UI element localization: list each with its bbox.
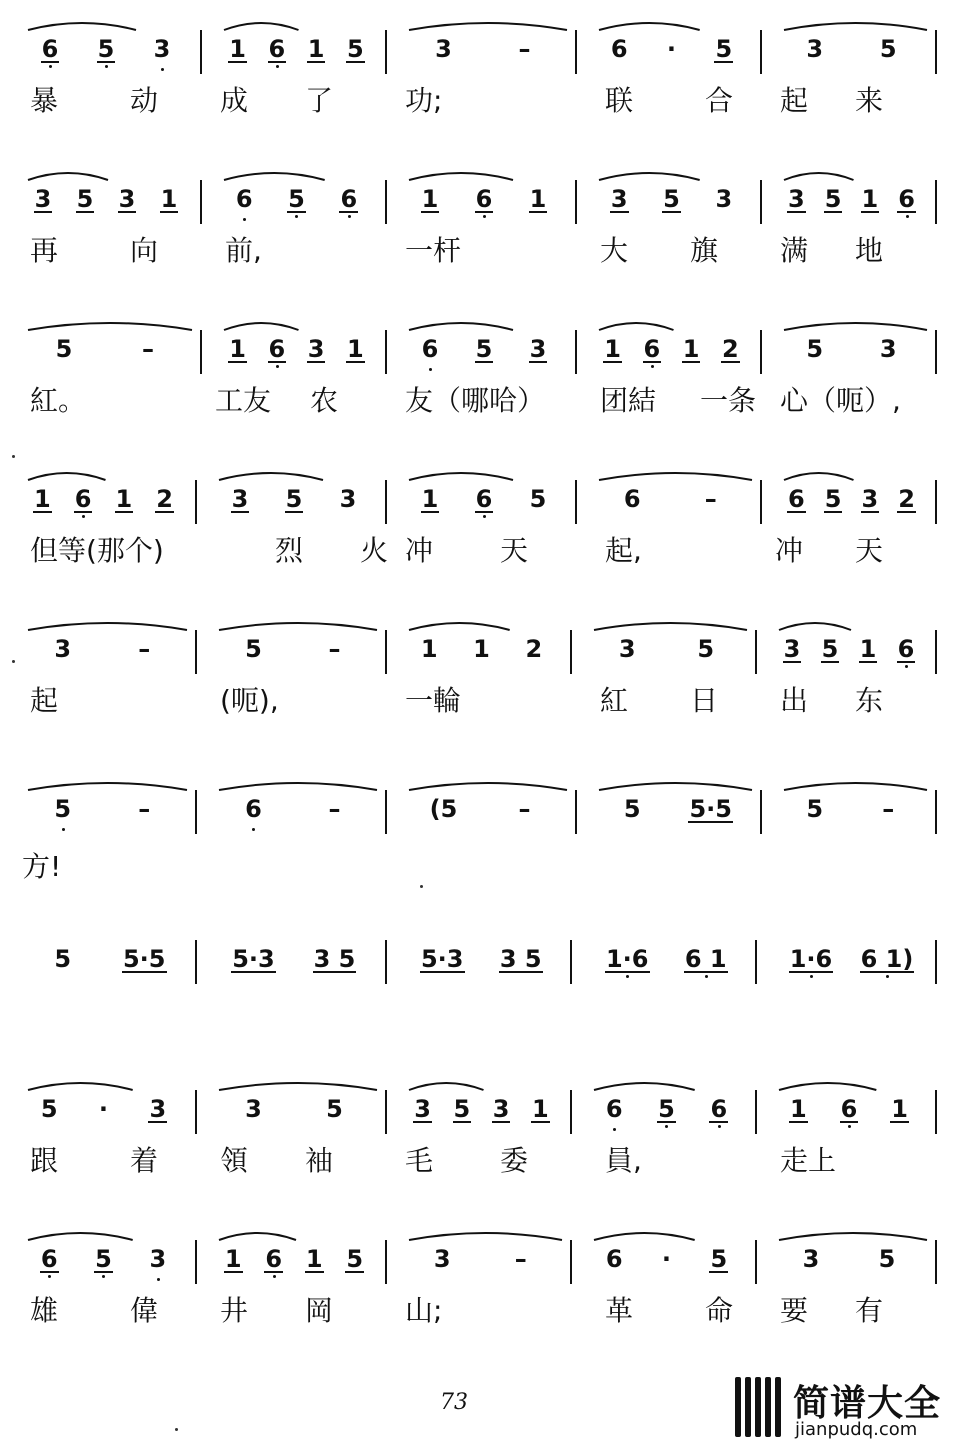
note: 2 (898, 485, 915, 513)
note: 5 (475, 335, 493, 363)
barline (760, 480, 762, 524)
note: – (138, 635, 151, 663)
lyric-syllable: 友（哪哈） (405, 384, 546, 417)
barline (935, 790, 937, 834)
barline (195, 1090, 197, 1134)
slur-arc (407, 16, 569, 32)
score-system (0, 1240, 954, 1390)
note: 5 (879, 35, 897, 63)
note: 5 (824, 185, 842, 213)
slur-arc (26, 776, 189, 792)
barline (195, 630, 197, 674)
note: 5 (806, 795, 824, 823)
slur-arc (407, 466, 515, 482)
note: 1 (789, 1095, 807, 1123)
lyric-syllable: 偉 (130, 1294, 159, 1327)
lyric-syllable: 一輪 (405, 684, 462, 717)
note: – (518, 795, 531, 823)
note: 5 (347, 35, 364, 63)
slur-arc (217, 1076, 379, 1092)
note: 6 (40, 1245, 58, 1273)
barline (200, 330, 202, 374)
note: 5 (623, 795, 641, 823)
note: – (518, 35, 531, 63)
score-system (0, 180, 954, 330)
slur-arc (407, 166, 515, 182)
barline (200, 180, 202, 224)
slur-arc (592, 616, 749, 632)
score-system (0, 630, 954, 780)
note: 3 (492, 1095, 510, 1123)
lyric-syllable: 冲 (405, 534, 434, 567)
slur-arc (407, 1076, 486, 1092)
lyric-syllable: 日 (690, 684, 719, 717)
note: 1 (115, 485, 133, 513)
barline (575, 30, 577, 74)
note: 2 (722, 335, 739, 363)
lyric-syllable: 烈 (275, 534, 304, 567)
note: 5 (878, 1245, 896, 1273)
lyric-syllable: 地 (855, 234, 884, 267)
barline (755, 1240, 757, 1284)
lyric-syllable: 火 (360, 534, 389, 567)
barline (760, 30, 762, 74)
slur-arc (782, 776, 929, 792)
slur-arc (782, 166, 856, 182)
brand-title: 简谱大全 (793, 1383, 942, 1424)
barline (755, 940, 757, 984)
lyric-syllable: 紅 (600, 684, 629, 717)
note: 5 (346, 1245, 364, 1273)
note: 5 (715, 35, 733, 63)
note: 6 (235, 185, 253, 213)
barline (575, 790, 577, 834)
lyric-syllable: 东 (855, 684, 884, 717)
note: 5 (55, 335, 73, 363)
barline (760, 330, 762, 374)
slur-arc (407, 316, 515, 332)
note: 5 (288, 185, 305, 213)
slur-arc (217, 776, 379, 792)
slur-arc (597, 466, 754, 482)
barline (575, 180, 577, 224)
lyric-syllable: 毛 (405, 1144, 434, 1177)
note: 1 (861, 185, 879, 213)
note: 5·5 (689, 795, 732, 823)
note: 6 (623, 485, 641, 513)
lyric-syllable: 动 (130, 84, 159, 117)
slur-arc (217, 466, 325, 482)
note: 3 (54, 635, 72, 663)
lyric-syllable: 山; (405, 1294, 443, 1327)
slur-arc (407, 616, 512, 632)
note: 6 (897, 635, 915, 663)
note: 1·6 (789, 945, 833, 973)
note: – (882, 795, 895, 823)
score-system (0, 790, 954, 940)
note: · (98, 1095, 109, 1123)
note: – (328, 795, 341, 823)
note: 1·6 (605, 945, 649, 973)
lyric-syllable: 但等(那个) (30, 534, 164, 567)
lyric-syllable: 雄 (30, 1294, 59, 1327)
note: 3 (861, 485, 879, 513)
note: 1 (34, 485, 51, 513)
lyric-syllable: 領 (220, 1144, 249, 1177)
barline (195, 1240, 197, 1284)
lyric-syllable: 大 (600, 234, 629, 267)
note: 3 (715, 185, 733, 213)
note: 1 (532, 1095, 549, 1123)
note: 6 (643, 335, 661, 363)
note: 5 (806, 335, 824, 363)
note: 3 (307, 335, 325, 363)
note: 6 (840, 1095, 858, 1123)
note: 1 (224, 1245, 242, 1273)
lyric-syllable: 心（呃）, (780, 384, 901, 417)
slur-arc (597, 16, 702, 32)
barline (755, 630, 757, 674)
barline (570, 1240, 572, 1284)
lyric-syllable: 合 (705, 84, 734, 117)
note: 1 (305, 1245, 323, 1273)
note: 5 (54, 795, 72, 823)
note: 1 (229, 35, 246, 63)
barline (935, 1090, 937, 1134)
slur-arc (222, 316, 301, 332)
note: 6 (41, 35, 59, 63)
note: 3 5 (313, 945, 356, 973)
lyric-syllable: 革 (605, 1294, 634, 1327)
lyric-syllable: 了 (305, 84, 334, 117)
note: 3 (149, 1245, 167, 1273)
note: – (514, 1245, 527, 1273)
lyric-syllable: 成 (220, 84, 249, 117)
note: 5 (95, 1245, 112, 1273)
slur-arc (26, 466, 108, 482)
slur-arc (217, 616, 379, 632)
note: 1 (307, 35, 325, 63)
note: 1 (421, 485, 439, 513)
note: 5·5 (122, 945, 166, 973)
page-number: 73 (440, 1390, 468, 1415)
note: 3 (153, 35, 171, 63)
barline (935, 30, 937, 74)
lyric-syllable: 来 (855, 84, 884, 117)
note: · (666, 35, 677, 63)
score-system (0, 1090, 954, 1240)
barline (570, 940, 572, 984)
barline (570, 1090, 572, 1134)
note: 3 5 (499, 945, 542, 973)
barline (935, 180, 937, 224)
slur-arc (592, 1226, 697, 1242)
note: 5 (824, 485, 842, 513)
note: 5 (663, 185, 680, 213)
note: 3 (806, 35, 824, 63)
lyric-syllable: 起 (30, 684, 59, 717)
lyric-syllable: 旗 (690, 234, 719, 267)
note: 1 (160, 185, 178, 213)
slur-arc (26, 16, 138, 32)
note: 6 (710, 1095, 728, 1123)
note: 5 (285, 485, 303, 513)
barline (385, 330, 387, 374)
note: 6 (610, 35, 628, 63)
note: 1 (229, 335, 246, 363)
lyric-syllable: 前, (225, 234, 262, 267)
note: 5 (529, 485, 547, 513)
note: 1 (682, 335, 700, 363)
lyric-syllable: 工友 (215, 384, 272, 417)
barline (200, 30, 202, 74)
lyric-syllable: 袖 (305, 1144, 334, 1177)
barline (385, 790, 387, 834)
lyric-syllable: 走上 (780, 1144, 837, 1177)
note: 5 (97, 35, 115, 63)
note: 5 (710, 1245, 728, 1273)
score-system (0, 480, 954, 630)
note: 1 (604, 335, 621, 363)
note: – (328, 635, 341, 663)
slur-arc (597, 776, 754, 792)
barline (935, 630, 937, 674)
note: – (138, 795, 151, 823)
lyric-syllable: 岡 (305, 1294, 334, 1327)
note: 5·3 (420, 945, 464, 973)
lyric-syllable: 一杆 (405, 234, 462, 267)
lyric-syllable: 一条 (700, 384, 757, 417)
note: 6 (605, 1245, 623, 1273)
note: 3 (618, 635, 636, 663)
slur-arc (407, 1226, 564, 1242)
note: 1 (529, 185, 547, 213)
note: 6 (245, 795, 262, 823)
lyric-syllable: 委 (500, 1144, 529, 1177)
note: 6 1 (684, 945, 727, 973)
lyric-syllable: (呃), (220, 684, 279, 717)
slur-arc (26, 1076, 135, 1092)
note: – (142, 335, 154, 363)
slur-arc (777, 1076, 878, 1092)
note: 6 1) (860, 945, 914, 973)
score-system (0, 940, 954, 1090)
barline (385, 30, 387, 74)
lyric-syllable: 出 (780, 684, 809, 717)
note: 5 (40, 1095, 58, 1123)
barline (935, 480, 937, 524)
note: · (661, 1245, 672, 1273)
lyric-syllable: 向 (130, 234, 159, 267)
slur-arc (597, 166, 702, 182)
slur-arc (597, 316, 676, 332)
slur-arc (782, 466, 856, 482)
note: 6 (268, 35, 286, 63)
note: 3 (435, 35, 452, 63)
score-system (0, 330, 954, 480)
note: 5 (76, 185, 94, 213)
note: 3 (788, 185, 805, 213)
barline (385, 940, 387, 984)
lyric-syllable: 团結 (600, 384, 657, 417)
barline (385, 1090, 387, 1134)
note: 6 (265, 1245, 283, 1273)
barline (760, 180, 762, 224)
barline (570, 630, 572, 674)
note: 1 (859, 635, 877, 663)
lyric-syllable: 起, (605, 534, 642, 567)
barline (385, 1240, 387, 1284)
lyric-syllable: 冲 (775, 534, 804, 567)
slur-arc (26, 166, 110, 182)
note: 5 (821, 635, 839, 663)
note: 6 (74, 485, 92, 513)
slur-arc (777, 1226, 929, 1242)
note: 6 (421, 335, 439, 363)
note: 3 (879, 335, 897, 363)
lyric-syllable: 农 (310, 384, 339, 417)
barline (195, 940, 197, 984)
note: 3 (783, 635, 801, 663)
lyric-syllable: 員, (605, 1144, 642, 1177)
lyric-syllable: 着 (130, 1144, 159, 1177)
note: – (704, 485, 717, 513)
lyric-syllable: 天 (855, 534, 884, 567)
note: 3 (802, 1245, 820, 1273)
speck (420, 885, 423, 888)
note: 6 (340, 185, 358, 213)
note: 3 (118, 185, 136, 213)
note: 3 (339, 485, 357, 513)
lyric-syllable: 天 (500, 534, 529, 567)
barline (935, 330, 937, 374)
lyric-syllable: 紅。 (30, 384, 87, 417)
piano-keys-icon (735, 1377, 789, 1437)
note: 5 (697, 635, 715, 663)
slur-arc (592, 1076, 697, 1092)
lyric-syllable: 暴 (30, 84, 59, 117)
lyric-syllable: 起 (780, 84, 809, 117)
speck (12, 455, 15, 458)
slur-arc (407, 776, 569, 792)
note: 1 (347, 335, 364, 363)
lyric-syllable: 满 (780, 234, 809, 267)
note: 3 (433, 1245, 451, 1273)
lyric-syllable: 要 (780, 1294, 809, 1327)
barline (755, 1090, 757, 1134)
barline (195, 790, 197, 834)
slur-arc (782, 316, 929, 332)
note: 1 (891, 1095, 908, 1123)
barline (935, 1240, 937, 1284)
note: 1 (421, 185, 439, 213)
note: 5 (658, 1095, 675, 1123)
note: 1 (473, 635, 490, 663)
slur-arc (26, 1226, 135, 1242)
slur-arc (782, 16, 929, 32)
note: 2 (156, 485, 173, 513)
note: 3 (245, 1095, 262, 1123)
note: 5·3 (232, 945, 275, 973)
speck (175, 1428, 178, 1431)
slur-arc (26, 316, 194, 332)
note: 3 (529, 335, 547, 363)
note: 3 (610, 185, 628, 213)
note: (5 (429, 795, 458, 823)
lyric-syllable: 功; (405, 84, 443, 117)
note: 6 (268, 335, 286, 363)
note: 3 (149, 1095, 167, 1123)
lyric-syllable: 再 (30, 234, 59, 267)
note: 6 (475, 185, 493, 213)
lyric-syllable: 方! (22, 850, 62, 883)
lyric-syllable: 命 (705, 1294, 734, 1327)
note: 6 (898, 185, 915, 213)
slur-arc (777, 616, 853, 632)
note: 3 (34, 185, 52, 213)
brand-logo[interactable] (735, 1375, 950, 1443)
barline (195, 480, 197, 524)
brand-url: jianpudq.com (795, 1419, 918, 1440)
slur-arc (217, 1226, 298, 1242)
slur-arc (222, 166, 327, 182)
barline (935, 940, 937, 984)
lyric-syllable: 井 (220, 1294, 249, 1327)
note: 5 (326, 1095, 343, 1123)
barline (575, 330, 577, 374)
note: 5 (245, 635, 262, 663)
speck (12, 660, 15, 663)
note: 1 (420, 635, 438, 663)
score-system (0, 30, 954, 180)
barline (385, 630, 387, 674)
barline (760, 790, 762, 834)
note: 3 (414, 1095, 431, 1123)
note: 5 (453, 1095, 471, 1123)
note: 2 (525, 635, 543, 663)
note: 3 (231, 485, 249, 513)
barline (385, 180, 387, 224)
barline (385, 480, 387, 524)
note: 6 (605, 1095, 623, 1123)
lyric-syllable: 联 (605, 84, 634, 117)
note: 6 (788, 485, 805, 513)
note: 6 (475, 485, 493, 513)
note: 5 (54, 945, 72, 973)
barline (575, 480, 577, 524)
slur-arc (26, 616, 189, 632)
lyric-syllable: 跟 (30, 1144, 59, 1177)
slur-arc (222, 16, 301, 32)
lyric-syllable: 有 (855, 1294, 884, 1327)
